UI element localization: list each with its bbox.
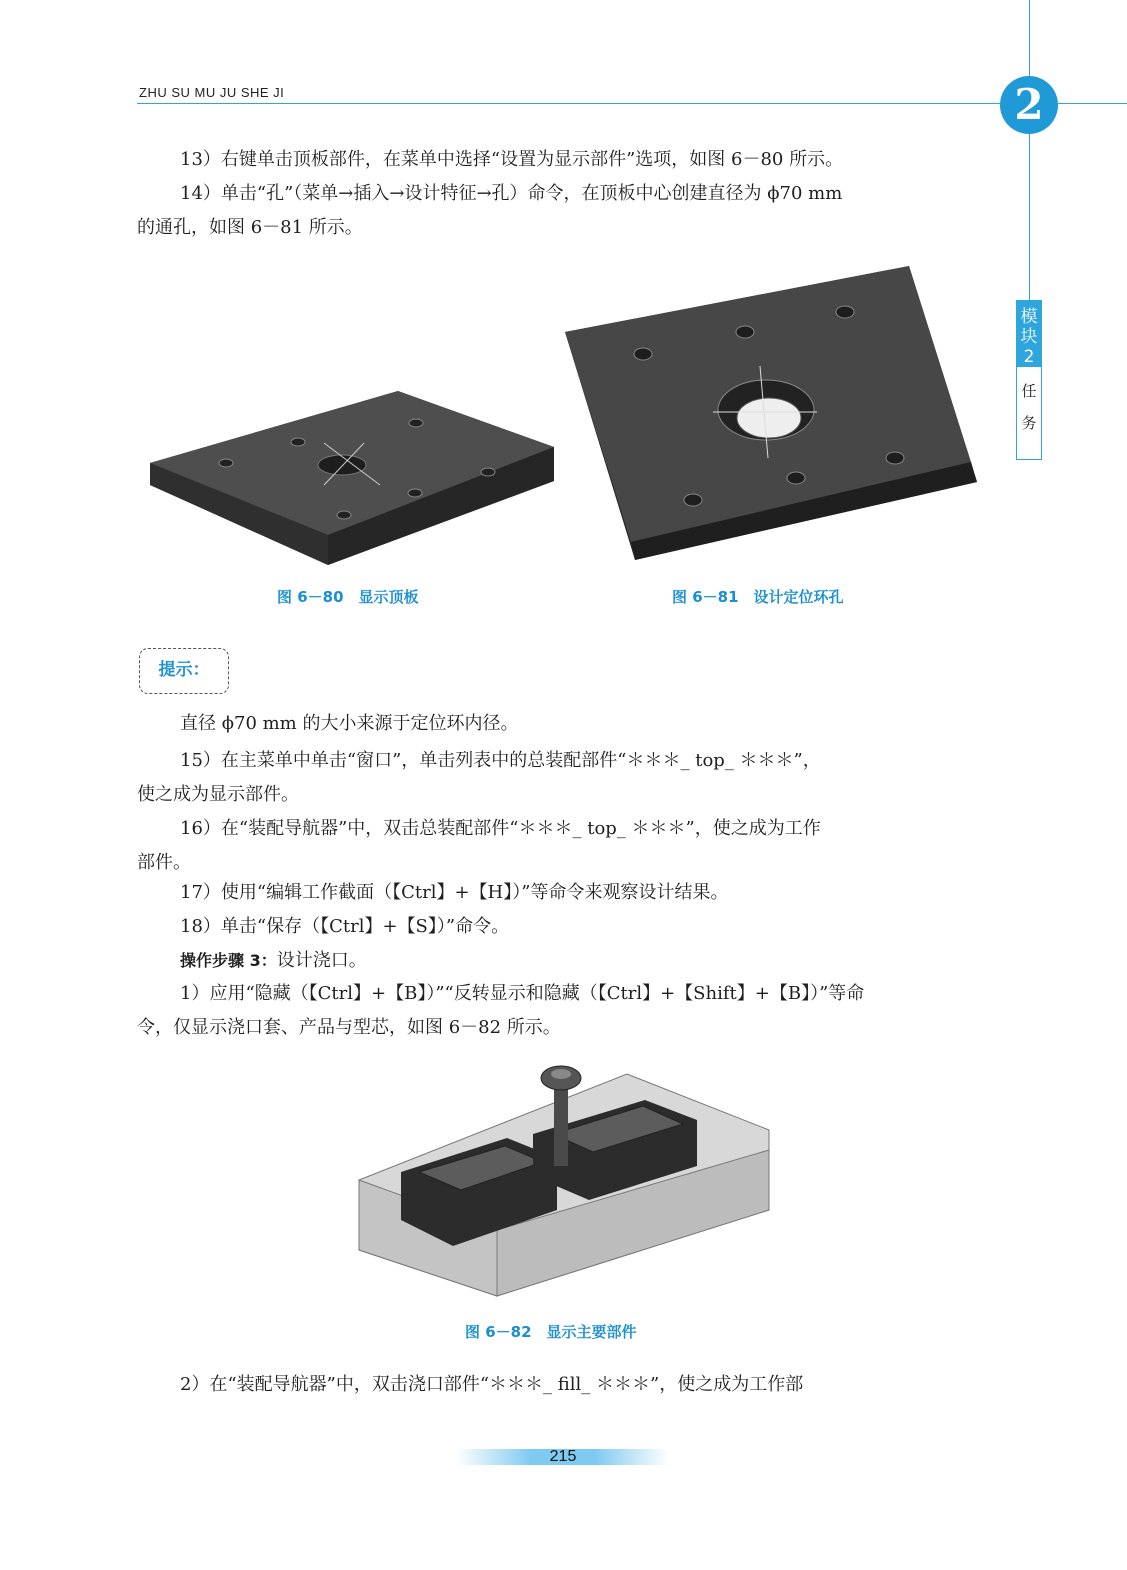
paragraph-14-line1: 14）单击“孔”（菜单→插入→设计特征→孔）命令，在顶板中心创建直径为 ϕ70 mm [180,183,843,204]
tip-label: 提示： [139,648,229,694]
figure-main-parts [357,1060,773,1300]
running-header: ZHU SU MU JU SHE JI [139,85,285,100]
tip-body: 直径 ϕ70 mm 的大小来源于定位环内径。 [180,713,519,734]
side-tab-task: 任 务 [1021,382,1037,432]
figure-6-80-caption: 图 6－80 显示顶板 [277,588,419,606]
margin-line-middle [1029,134,1030,300]
figure-6-81-caption: 图 6－81 设计定位环孔 [672,588,844,606]
paragraph-15-line1: 15）在主菜单中单击“窗口”，单击列表中的总装配部件“＊＊＊_ top_ ＊＊＊”， [180,750,821,771]
paragraph-16-line2: 部件。 [137,852,191,873]
step-3-heading [137,944,995,978]
step-2-line1: 2）在“装配导航器”中，双击浇口部件“＊＊＊_ fill_ ＊＊＊”，使之成为工作部 [180,1374,804,1395]
figure-top-plate [148,385,558,570]
step-1-line1: 1）应用“隐藏（【Ctrl】+【B】）”“反转显示和隐藏（【Ctrl】+【Shift】+【B】）”等命 [180,983,865,1004]
paragraph-18: 18）单击“保存（【Ctrl】+【S】）”命令。 [180,916,510,937]
paragraph-13: 13）右键单击顶板部件，在菜单中选择“设置为显示部件”选项，如图 6－80 所示。 [180,149,844,170]
side-tab [1016,300,1042,460]
side-tab-module: 模 块 2 [1017,301,1041,367]
header-rule-right [1058,103,1127,104]
figure-locating-ring-hole [563,262,981,562]
step-3-text: 设计浇口。 [276,950,367,971]
page-number: 215 [549,1448,577,1465]
paragraph-17: 17）使用“编辑工作截面（【Ctrl】+【H】）”等命令来观察设计结果。 [180,882,729,903]
chapter-badge: 2 [1000,76,1058,134]
paragraph-14-line2: 的通孔，如图 6－81 所示。 [137,217,363,238]
step-1-line2: 令，仅显示浇口套、产品与型芯，如图 6－82 所示。 [137,1017,561,1038]
header-rule [137,103,1002,104]
step-3-label: 操作步骤 3： [180,951,277,970]
figure-6-82-caption: 图 6－82 显示主要部件 [465,1323,637,1341]
margin-line-top [1029,0,1030,76]
paragraph-16-line1: 16）在“装配导航器”中，双击总装配部件“＊＊＊_ top_ ＊＊＊”，使之成为工作 [180,818,821,839]
paragraph-15-line2: 使之成为显示部件。 [137,784,299,805]
